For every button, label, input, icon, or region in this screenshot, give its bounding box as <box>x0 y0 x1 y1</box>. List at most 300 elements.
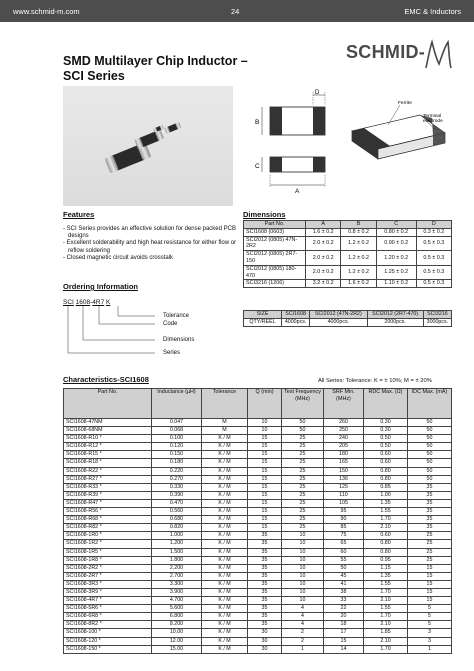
table-cell: 25 <box>282 451 324 459</box>
table-cell: 25 <box>408 540 452 548</box>
table-cell: 15 <box>248 451 282 459</box>
table-cell: 12.00 <box>152 637 202 645</box>
table-cell: 10 <box>282 556 324 564</box>
table-cell: 0.180 <box>152 459 202 467</box>
table-cell: SCI1608-R68 * <box>64 516 152 524</box>
table-cell: 15 <box>248 475 282 483</box>
table-cell: SCI1608-1R8 * <box>64 556 152 564</box>
feature-item: - Closed magnetic circuit avoids crosstalk <box>63 254 174 261</box>
table-row: SCI2012 (0805) 180-470 2.0 ± 0.2 1.2 ± 0.2 1.25 ± 0.2 0.5 ± 0.3 <box>244 265 452 280</box>
label-code: Code <box>163 321 178 327</box>
table-row <box>64 540 452 548</box>
table-cell: 35 <box>248 580 282 588</box>
table-cell: 17 <box>324 629 364 637</box>
characteristics-table <box>63 388 452 654</box>
table-cell: 41 <box>324 580 364 588</box>
table-cell: 50 <box>408 475 452 483</box>
table-cell: 4 <box>282 613 324 621</box>
table-cell: 0.150 <box>152 451 202 459</box>
table-cell: 10 <box>248 419 282 427</box>
table-cell: 10 <box>248 427 282 435</box>
table-row <box>64 524 452 532</box>
table-cell: 0.30 <box>364 419 408 427</box>
table-cell: 35 <box>248 548 282 556</box>
table-row <box>64 621 452 629</box>
table-cell: K / M <box>202 508 248 516</box>
feature-item: - Excellent solderability and high heat resistance for either flow or reflow soldering <box>63 240 237 254</box>
table-row <box>64 637 452 645</box>
table-cell: 1 <box>408 645 452 653</box>
table-cell: 50 <box>408 435 452 443</box>
table-cell: 25 <box>282 499 324 507</box>
table-cell: 10 <box>282 532 324 540</box>
table-cell: K / M <box>202 540 248 548</box>
pkg-header: SCI2012 (2R7-470) <box>367 311 423 319</box>
table-cell: 15 <box>248 516 282 524</box>
table-row: QTY/REEL 4000pcs. 4000pcs. 2000pcs. 3000pcs. <box>244 318 452 326</box>
pkg-header: SCI2012 (47N-2R2) <box>310 311 367 319</box>
table-cell: 50 <box>282 427 324 435</box>
table-cell: 3 <box>408 629 452 637</box>
table-cell: 50 <box>408 451 452 459</box>
table-cell: 3 <box>408 637 452 645</box>
pkg-header: SCI3216 <box>423 311 451 319</box>
table-cell: M <box>202 427 248 435</box>
schmid-logo <box>346 38 452 72</box>
table-cell: SCI1608-2R2 * <box>64 564 152 572</box>
pkg-header: SIZE <box>244 311 282 319</box>
table-cell: 15 <box>248 491 282 499</box>
table-cell: SCI1608-R82 * <box>64 524 152 532</box>
table-cell: 8.200 <box>152 621 202 629</box>
table-cell: 1.55 <box>364 605 408 613</box>
table-cell: 35 <box>248 556 282 564</box>
table-cell: 35 <box>248 597 282 605</box>
table-cell: 15 <box>408 572 452 580</box>
pkg-header: SCI1608 <box>282 311 310 319</box>
table-cell: 5.600 <box>152 605 202 613</box>
table-cell: K / M <box>202 556 248 564</box>
table-cell: 35 <box>408 508 452 516</box>
table-row <box>64 419 452 427</box>
table-cell: 85 <box>324 524 364 532</box>
table-row <box>64 491 452 499</box>
table-cell: 25 <box>282 435 324 443</box>
table-cell: 15 <box>408 564 452 572</box>
tolerance-note: All Series: Tolerance: K = ± 10%; M = ± 20% <box>318 378 432 384</box>
table-cell: 55 <box>324 556 364 564</box>
table-cell: 10 <box>282 580 324 588</box>
table-row <box>64 435 452 443</box>
features-list <box>63 226 238 262</box>
table-cell: 0.30 <box>364 427 408 435</box>
table-cell: 15 <box>324 637 364 645</box>
dimensions-table <box>243 220 452 288</box>
table-cell: 1.15 <box>364 564 408 572</box>
table-cell: 1.55 <box>364 508 408 516</box>
table-cell: SCI1608-4R7 * <box>64 597 152 605</box>
code-dimension: 1608 <box>75 299 91 306</box>
table-row <box>64 597 452 605</box>
table-cell: 5 <box>408 605 452 613</box>
table-cell: 1.70 <box>364 613 408 621</box>
table-cell: 18 <box>324 621 364 629</box>
char-header: SRF Min. (MHz) <box>324 389 364 419</box>
table-cell: 0.820 <box>152 524 202 532</box>
code-series: SCI <box>63 299 74 306</box>
table-row: SCI3216 (1206) 3.2 ± 0.2 1.6 ± 0.2 1.10 ± 0.2 0.5 ± 0.3 <box>244 280 452 288</box>
characteristics-body <box>64 419 452 654</box>
table-cell: K / M <box>202 516 248 524</box>
label-a: A <box>295 188 300 195</box>
table-cell: 20 <box>324 613 364 621</box>
table-cell: K / M <box>202 467 248 475</box>
table-cell: SCI1608-R39 * <box>64 491 152 499</box>
table-cell: 10 <box>282 597 324 605</box>
table-cell: 35 <box>248 613 282 621</box>
table-cell: SCI1608-R56 * <box>64 508 152 516</box>
table-cell: 75 <box>324 532 364 540</box>
section-name: EMC & Inductors <box>404 7 461 16</box>
table-cell: 25 <box>282 524 324 532</box>
table-cell: 15.00 <box>152 645 202 653</box>
table-cell: SCI1608-120 * <box>64 637 152 645</box>
table-cell: 0.80 <box>364 540 408 548</box>
char-header: RDC Max. (Ω) <box>364 389 408 419</box>
table-cell: 4 <box>282 621 324 629</box>
dim-header: C <box>376 221 416 229</box>
table-cell: 0.047 <box>152 419 202 427</box>
table-cell: 14 <box>324 645 364 653</box>
table-cell: 30 <box>248 629 282 637</box>
table-cell: SCI1608-2R7 * <box>64 572 152 580</box>
table-cell: SCI1608-6R8 * <box>64 613 152 621</box>
dim-header: A <box>306 221 341 229</box>
table-cell: 105 <box>324 499 364 507</box>
table-cell: 1.200 <box>152 540 202 548</box>
table-cell: 3.900 <box>152 588 202 596</box>
table-cell: 35 <box>248 588 282 596</box>
table-cell: 15 <box>248 435 282 443</box>
table-cell: K / M <box>202 483 248 491</box>
table-cell: 35 <box>408 491 452 499</box>
table-cell: SCI1608-150 * <box>64 645 152 653</box>
table-cell: SCI1608-R15 * <box>64 451 152 459</box>
char-header: Q (min) <box>248 389 282 419</box>
table-cell: 35 <box>248 564 282 572</box>
table-cell: 2.10 <box>364 597 408 605</box>
table-cell: 25 <box>282 483 324 491</box>
page-title: SMD Multilayer Chip Inductor – <box>63 54 248 68</box>
table-cell: 250 <box>324 427 364 435</box>
product-photo <box>63 86 233 206</box>
table-row <box>64 645 452 653</box>
table-cell: 60 <box>324 548 364 556</box>
table-cell: 38 <box>324 588 364 596</box>
table-cell: 15 <box>248 443 282 451</box>
table-cell: 1.800 <box>152 556 202 564</box>
label-ferrite: Ferrite <box>398 101 412 106</box>
table-cell: K / M <box>202 637 248 645</box>
table-cell: K / M <box>202 451 248 459</box>
table-cell: 35 <box>408 516 452 524</box>
table-cell: K / M <box>202 435 248 443</box>
table-cell: 45 <box>324 572 364 580</box>
table-cell: SCI1608-8R2 * <box>64 621 152 629</box>
table-cell: 90 <box>324 516 364 524</box>
table-cell: SCI1608-R27 * <box>64 475 152 483</box>
table-row <box>64 443 452 451</box>
table-cell: K / M <box>202 588 248 596</box>
table-cell: SCI1608-R12 * <box>64 443 152 451</box>
table-cell: 5 <box>408 621 452 629</box>
table-cell: 35 <box>408 524 452 532</box>
table-cell: 15 <box>408 597 452 605</box>
label-terminal: Terminal <box>423 114 442 119</box>
table-row: SCI1608 (0603) 1.6 ± 0.2 0.8 ± 0.2 0.80 ± 0.2 0.3 ± 0.2 <box>244 228 452 236</box>
table-cell: 0.120 <box>152 443 202 451</box>
table-cell: 33 <box>324 597 364 605</box>
table-cell: K / M <box>202 572 248 580</box>
table-cell: 1.35 <box>364 499 408 507</box>
table-cell: 2.200 <box>152 564 202 572</box>
table-cell: K / M <box>202 459 248 467</box>
table-cell: 0.680 <box>152 516 202 524</box>
table-cell: 2 <box>282 629 324 637</box>
chip-inductors-image <box>63 86 233 206</box>
table-cell: 95 <box>324 508 364 516</box>
table-cell: K / M <box>202 621 248 629</box>
table-cell: 4.700 <box>152 597 202 605</box>
table-cell: 30 <box>248 645 282 653</box>
table-cell: 3.300 <box>152 580 202 588</box>
table-cell: 25 <box>408 532 452 540</box>
table-cell: 25 <box>282 443 324 451</box>
table-cell: 25 <box>282 467 324 475</box>
page-subtitle: SCI Series <box>63 69 125 83</box>
table-row <box>64 499 452 507</box>
table-row <box>64 629 452 637</box>
table-row <box>64 475 452 483</box>
table-cell: 0.85 <box>364 483 408 491</box>
table-cell: K / M <box>202 645 248 653</box>
table-cell: 10 <box>282 572 324 580</box>
table-cell: 35 <box>248 540 282 548</box>
table-cell: K / M <box>202 580 248 588</box>
table-cell: 136 <box>324 475 364 483</box>
features-heading: Features <box>63 210 95 219</box>
table-cell: 150 <box>324 467 364 475</box>
table-cell: 35 <box>248 605 282 613</box>
table-cell: 50 <box>282 419 324 427</box>
table-cell: 0.100 <box>152 435 202 443</box>
table-row: SCI2012 (0805) 2R7-150 2.0 ± 0.2 1.2 ± 0.2 1.20 ± 0.2 0.5 ± 0.3 <box>244 251 452 266</box>
table-cell: 1.000 <box>152 532 202 540</box>
code-inductance: 4R7 <box>92 299 105 306</box>
table-row <box>64 467 452 475</box>
table-cell: 25 <box>408 548 452 556</box>
dimension-drawing <box>240 85 455 195</box>
table-cell: 10.00 <box>152 629 202 637</box>
table-cell: 6.800 <box>152 613 202 621</box>
table-row <box>64 572 452 580</box>
table-cell: K / M <box>202 532 248 540</box>
table-cell: 0.270 <box>152 475 202 483</box>
table-cell: K / M <box>202 475 248 483</box>
table-cell: SCI1608-68NM <box>64 427 152 435</box>
table-cell: M <box>202 419 248 427</box>
table-row <box>64 548 452 556</box>
table-row <box>64 459 452 467</box>
ordering-code: SCI 1608-4R7 K <box>63 299 111 306</box>
table-cell: 165 <box>324 459 364 467</box>
table-cell: 125 <box>324 483 364 491</box>
dimensions-heading: Dimensions <box>243 210 286 219</box>
table-cell: 15 <box>248 508 282 516</box>
table-cell: 0.220 <box>152 467 202 475</box>
table-row <box>64 508 452 516</box>
table-cell: 0.60 <box>364 459 408 467</box>
table-cell: 0.470 <box>152 499 202 507</box>
table-cell: SCI1608-100 * <box>64 629 152 637</box>
table-cell: 1.35 <box>364 572 408 580</box>
table-cell: 0.80 <box>364 548 408 556</box>
table-row <box>64 605 452 613</box>
table-cell: K / M <box>202 491 248 499</box>
table-cell: K / M <box>202 443 248 451</box>
char-header: Tolerance <box>202 389 248 419</box>
feature-item: - SCI Series provides an effective solution for dense packed PCB designs <box>63 226 236 240</box>
table-cell: SCI1608-1R5 * <box>64 548 152 556</box>
table-cell: 15 <box>408 580 452 588</box>
table-cell: 30 <box>248 637 282 645</box>
label-series: Series <box>163 350 181 356</box>
table-cell: 1.70 <box>364 645 408 653</box>
table-cell: K / M <box>202 499 248 507</box>
table-cell: 0.80 <box>364 475 408 483</box>
table-cell: 2 <box>282 637 324 645</box>
char-header: IDC Max. (mA) <box>408 389 452 419</box>
table-cell: 0.330 <box>152 483 202 491</box>
table-cell: 2.10 <box>364 524 408 532</box>
table-cell: 1.70 <box>364 588 408 596</box>
table-cell: 240 <box>324 435 364 443</box>
table-cell: 10 <box>282 588 324 596</box>
table-cell: 50 <box>408 467 452 475</box>
table-cell: 15 <box>248 483 282 491</box>
table-cell: 25 <box>282 516 324 524</box>
table-cell: 25 <box>282 475 324 483</box>
table-cell: 50 <box>324 564 364 572</box>
table-cell: 25 <box>408 556 452 564</box>
table-cell: 0.068 <box>152 427 202 435</box>
table-cell: 35 <box>248 572 282 580</box>
table-row <box>64 580 452 588</box>
table-cell: 10 <box>282 540 324 548</box>
table-cell: 10 <box>282 564 324 572</box>
char-header: Inductance (µH) <box>152 389 202 419</box>
dim-header: Part No. <box>244 221 306 229</box>
table-cell: 5 <box>408 613 452 621</box>
table-cell: 0.95 <box>364 556 408 564</box>
code-tolerance: K <box>106 299 111 306</box>
table-row <box>64 451 452 459</box>
table-cell: 180 <box>324 451 364 459</box>
table-cell: SCI1608-47NM <box>64 419 152 427</box>
label-electrode: electrode <box>423 119 443 124</box>
page-number: 24 <box>231 7 240 16</box>
table-cell: 50 <box>408 419 452 427</box>
table-cell: 15 <box>248 524 282 532</box>
table-cell: 65 <box>324 540 364 548</box>
dim-header: B <box>341 221 376 229</box>
label-b: B <box>255 119 260 126</box>
table-cell: 1.55 <box>364 580 408 588</box>
packaging-table <box>243 310 452 327</box>
table-cell: K / M <box>202 564 248 572</box>
dim-header: D <box>416 221 451 229</box>
table-cell: 25 <box>282 459 324 467</box>
table-cell: 15 <box>248 459 282 467</box>
table-row <box>64 483 452 491</box>
table-cell: 1.85 <box>364 629 408 637</box>
top-view-terminal-right <box>313 107 325 135</box>
label-tolerance: Tolerance <box>163 313 190 319</box>
table-cell: K / M <box>202 597 248 605</box>
table-cell: 205 <box>324 443 364 451</box>
table-cell: 50 <box>408 427 452 435</box>
table-cell: SCI1608-R22 * <box>64 467 152 475</box>
table-cell: SCI1608-1R0 * <box>64 532 152 540</box>
label-dimensions: Dimensions <box>163 337 195 343</box>
table-cell: 260 <box>324 419 364 427</box>
table-cell: K / M <box>202 524 248 532</box>
table-cell: 1.500 <box>152 548 202 556</box>
label-d: D <box>315 90 320 96</box>
website-text: www.schmid-m.com <box>13 7 80 16</box>
page-header <box>0 0 474 22</box>
ordering-heading: Ordering Information <box>63 282 138 291</box>
table-row <box>64 564 452 572</box>
table-cell: 110 <box>324 491 364 499</box>
table-cell: 1.70 <box>364 516 408 524</box>
table-cell: SCI1608-5R6 * <box>64 605 152 613</box>
table-cell: 0.390 <box>152 491 202 499</box>
table-cell: 50 <box>408 459 452 467</box>
table-row <box>64 613 452 621</box>
table-row <box>64 556 452 564</box>
table-row <box>64 427 452 435</box>
table-row: SCI2012 (0805) 47N-2R2 2.0 ± 0.2 1.2 ± 0.2 0.90 ± 0.2 0.5 ± 0.3 <box>244 236 452 251</box>
table-cell: 0.60 <box>364 451 408 459</box>
table-cell: 4 <box>282 605 324 613</box>
table-cell: 35 <box>248 532 282 540</box>
table-cell: 1 <box>282 645 324 653</box>
table-cell: 35 <box>408 483 452 491</box>
table-cell: 0.60 <box>364 532 408 540</box>
table-cell: K / M <box>202 629 248 637</box>
table-cell: K / M <box>202 605 248 613</box>
table-cell: 2.10 <box>364 637 408 645</box>
table-cell: 25 <box>282 491 324 499</box>
table-cell: SCI1608-3R3 * <box>64 580 152 588</box>
label-c: C <box>255 163 260 170</box>
table-cell: 2.10 <box>364 621 408 629</box>
table-cell: 35 <box>408 499 452 507</box>
characteristics-heading: Characteristics-SCI1608 <box>63 375 149 384</box>
table-row <box>64 516 452 524</box>
table-cell: 15 <box>248 467 282 475</box>
